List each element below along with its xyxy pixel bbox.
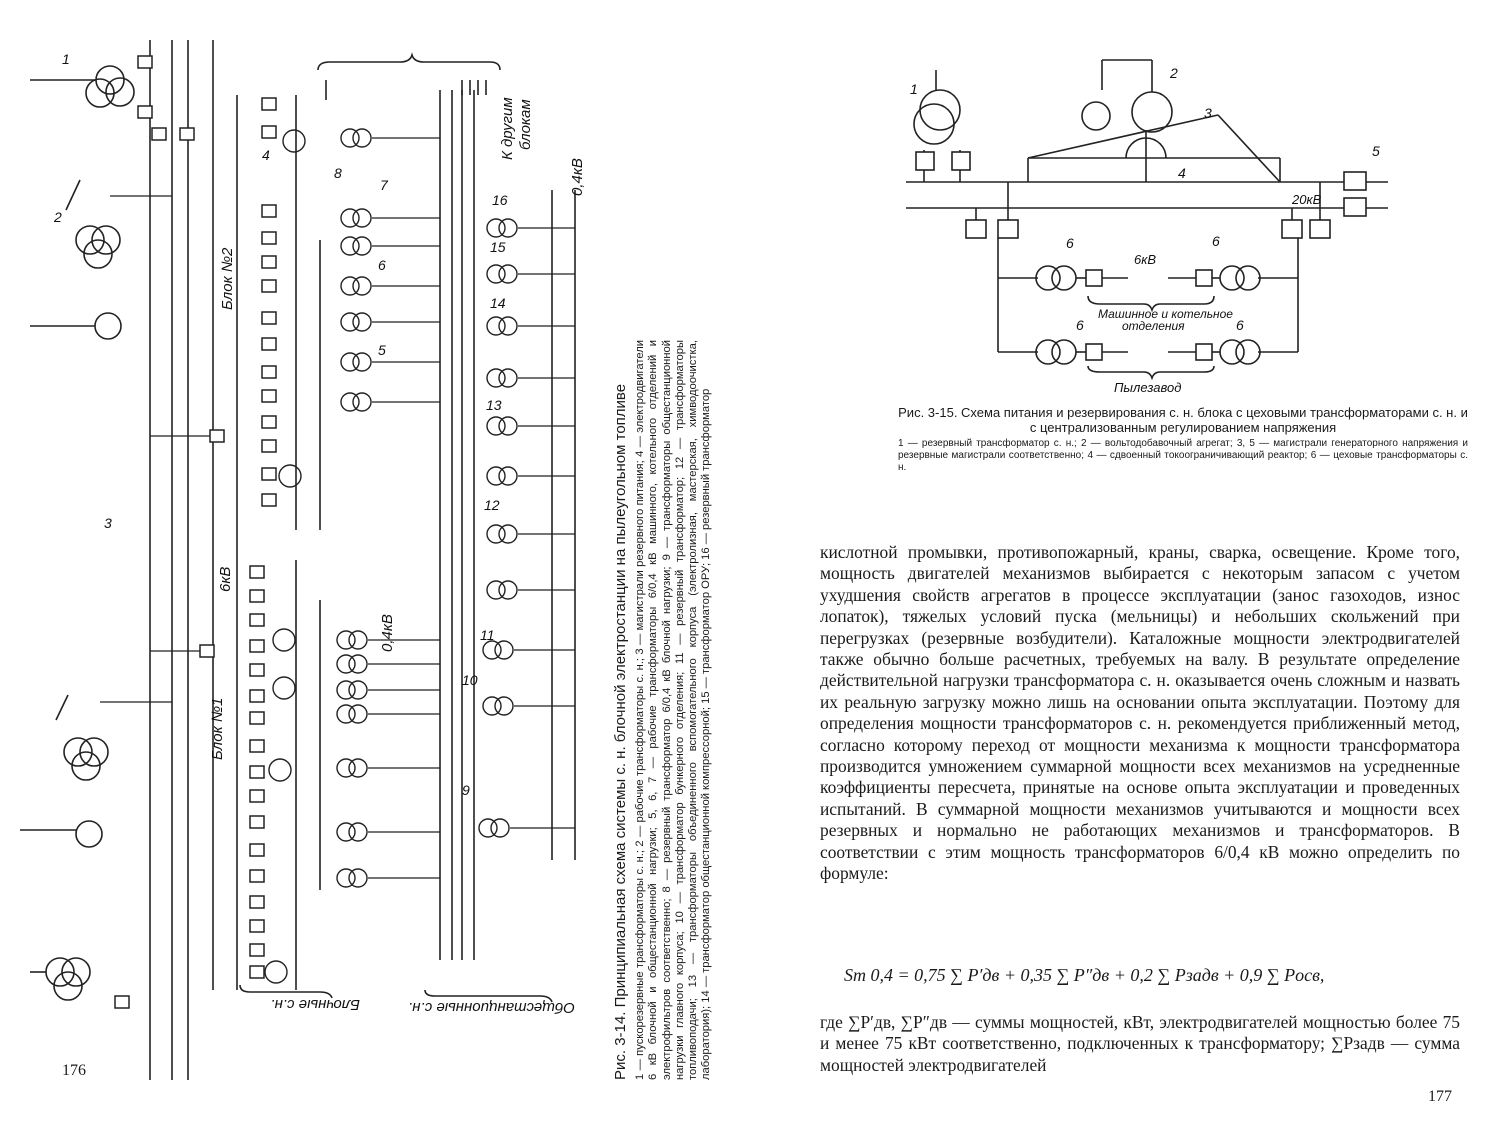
- fig15-label-dust-plant: Пылезавод: [1114, 380, 1182, 395]
- num-10: 10: [462, 672, 478, 688]
- fig15-num-6a: 6: [1066, 235, 1074, 251]
- page-number-left: 176: [62, 1062, 86, 1079]
- fig15-label-20kv: 20кВ: [1292, 192, 1322, 207]
- fig15-num-5: 5: [1372, 143, 1380, 159]
- num-9: 9: [462, 782, 470, 798]
- label-04kv-b: 0,4кВ: [569, 158, 586, 196]
- figure-3-15-caption: [898, 405, 1468, 474]
- page-number-right: 177: [1428, 1088, 1452, 1105]
- fig15-num-6c: 6: [1076, 317, 1084, 333]
- fig15-label-machine-1: Машинное и котельное: [1098, 307, 1233, 321]
- label-04kv-a: 0,4кВ: [379, 614, 396, 652]
- left-page: [0, 0, 748, 1133]
- num-2-top: 2: [54, 209, 62, 225]
- formula: Sт 0,4 = 0,75 ∑ P′дв + 0,35 ∑ P″дв + 0,2 ∑ Pзадв + 0,9 ∑ Pосв,: [844, 965, 1325, 985]
- figure-3-14-legend: 1 — пускорезервные трансформаторы с. н.; 2 — рабочие трансформаторы с. н.; 3 — магистрали резервного питания; 4 — электродвигатели 6 кВ блочной и общестанционной нагрузки; 5, 6, 7 — рабочие трансформаторы 6/0,4 кВ машинного, котельного отделений и электрофильтров соответственно; 8 — резервный трансформатор 6/0,4 кВ блочной нагрузки; 9 — трансформаторы общестанционной нагрузки главного корпуса; 10 — трансформатор бункерного отделения; 11 — резервный трансформатор; 12 — трансформаторы топливоподачи; 13 — трансформаторы объединенного вспомогательного корпуса (электролизная, мастерская, химводоочистка, лаборатория); 14 — трансформатор общестанционной компрессорной; 15 — трансформатор ОРУ; 16 — резервный трансформатор: [634, 340, 713, 1080]
- num-11: 11: [480, 627, 495, 643]
- label-block1: Блок №1: [209, 697, 226, 760]
- num-1-top: 1: [62, 51, 70, 67]
- num-3: 3: [104, 515, 112, 531]
- num-7: 7: [380, 177, 388, 193]
- right-page: [748, 0, 1497, 1133]
- num-15: 15: [490, 239, 506, 255]
- num-14: 14: [490, 295, 506, 311]
- body-text: [820, 542, 1460, 885]
- fig15-num-1: 1: [910, 81, 918, 97]
- num-5: 5: [378, 342, 386, 358]
- num-8: 8: [334, 165, 342, 181]
- after-formula-paragraph: где ∑P′дв, ∑P″дв — суммы мощностей, кВт, электродвигателей мощностью более 75 и менее 75 кВт соответственно, подключенных к трансформатору; ∑Pзадв — сумма мощностей электродвигателей: [820, 1012, 1460, 1075]
- fig15-num-6b: 6: [1212, 233, 1220, 249]
- figure-3-15-legend: 1 — резервный трансформатор с. н.; 2 — вольтодобавочный агрегат; 3, 5 — магистрали генераторного напряжения и резервные магистрали соответственно; 4 — сдвоенный токоограничивающий реактор; 6 — цеховые трансформаторы с. н.: [898, 438, 1468, 473]
- fig15-label-6kv: 6кВ: [1134, 252, 1157, 267]
- label-to-blocks-2: блокам: [517, 99, 534, 150]
- label-6kv: 6кВ: [217, 566, 234, 592]
- fig15-num-3: 3: [1204, 105, 1212, 121]
- figure-3-14-title: Рис. 3-14. Принципиальная схема системы с. н. блочной электростанции на пылеугольном топливе: [612, 383, 629, 1080]
- figure-3-15-diagram: [748, 0, 1497, 400]
- num-6: 6: [378, 257, 386, 273]
- figure-3-15-title: Рис. 3-15. Схема питания и резервирования с. н. блока с цеховыми трансформаторами с. н. и с централизованным регулированием напряжения: [898, 405, 1468, 435]
- body-paragraph: кислотной промывки, противопожарный, краны, сварка, освещение. Кроме того, мощность двигателей механизмов выбирается с некоторым запасом с учетом ухудшения свойств агрегатов в процессе эксплуатации (занос газоходов, износ лопаток), тяжелых условий пуска (мельницы) и небольших скольжений при перегрузках (резервные возбудители). Каталожные мощности электродвигателей также обычно больше расчетных, требуемых на валу. В результате определение действительной нагрузки трансформатора с. н. оказывается очень сложным и назвать их реальную загрузку можно лишь на основании опыта эксплуатации. Поэтому для определения мощности трансформаторов с. н. рекомендуется приближенный метод, согласно которому переход от мощности механизма к мощности трансформатора производится умножением суммарной мощности всех механизмов на усредненные коэффициенты пересчета, принятые на основе опыта эксплуатации и проведенных испытаний. В суммарной мощности механизмов учитываются и мощности всех резервных и нормально не работающих механизмов и трансформаторов. В соответствии с этим мощность трансформаторов 6/0,4 кВ можно определить по формуле:: [820, 542, 1460, 884]
- after-formula-text: [820, 1012, 1460, 1076]
- num-12: 12: [484, 497, 500, 513]
- fig15-label-machine-2: отделения: [1122, 319, 1185, 333]
- fig15-num-6d: 6: [1236, 317, 1244, 333]
- label-block2: Блок №2: [219, 247, 236, 310]
- num-4: 4: [262, 147, 270, 163]
- num-16: 16: [492, 192, 508, 208]
- fig15-num-4: 4: [1178, 165, 1186, 181]
- fig15-num-2: 2: [1170, 65, 1178, 81]
- label-station-loads: Общестанционные с.н.: [408, 999, 575, 1016]
- label-block-loads: Блочные с.н.: [270, 996, 360, 1013]
- figure-3-14-caption: [612, 340, 714, 1080]
- label-to-blocks-1: К другим: [499, 97, 516, 160]
- num-13: 13: [486, 397, 502, 413]
